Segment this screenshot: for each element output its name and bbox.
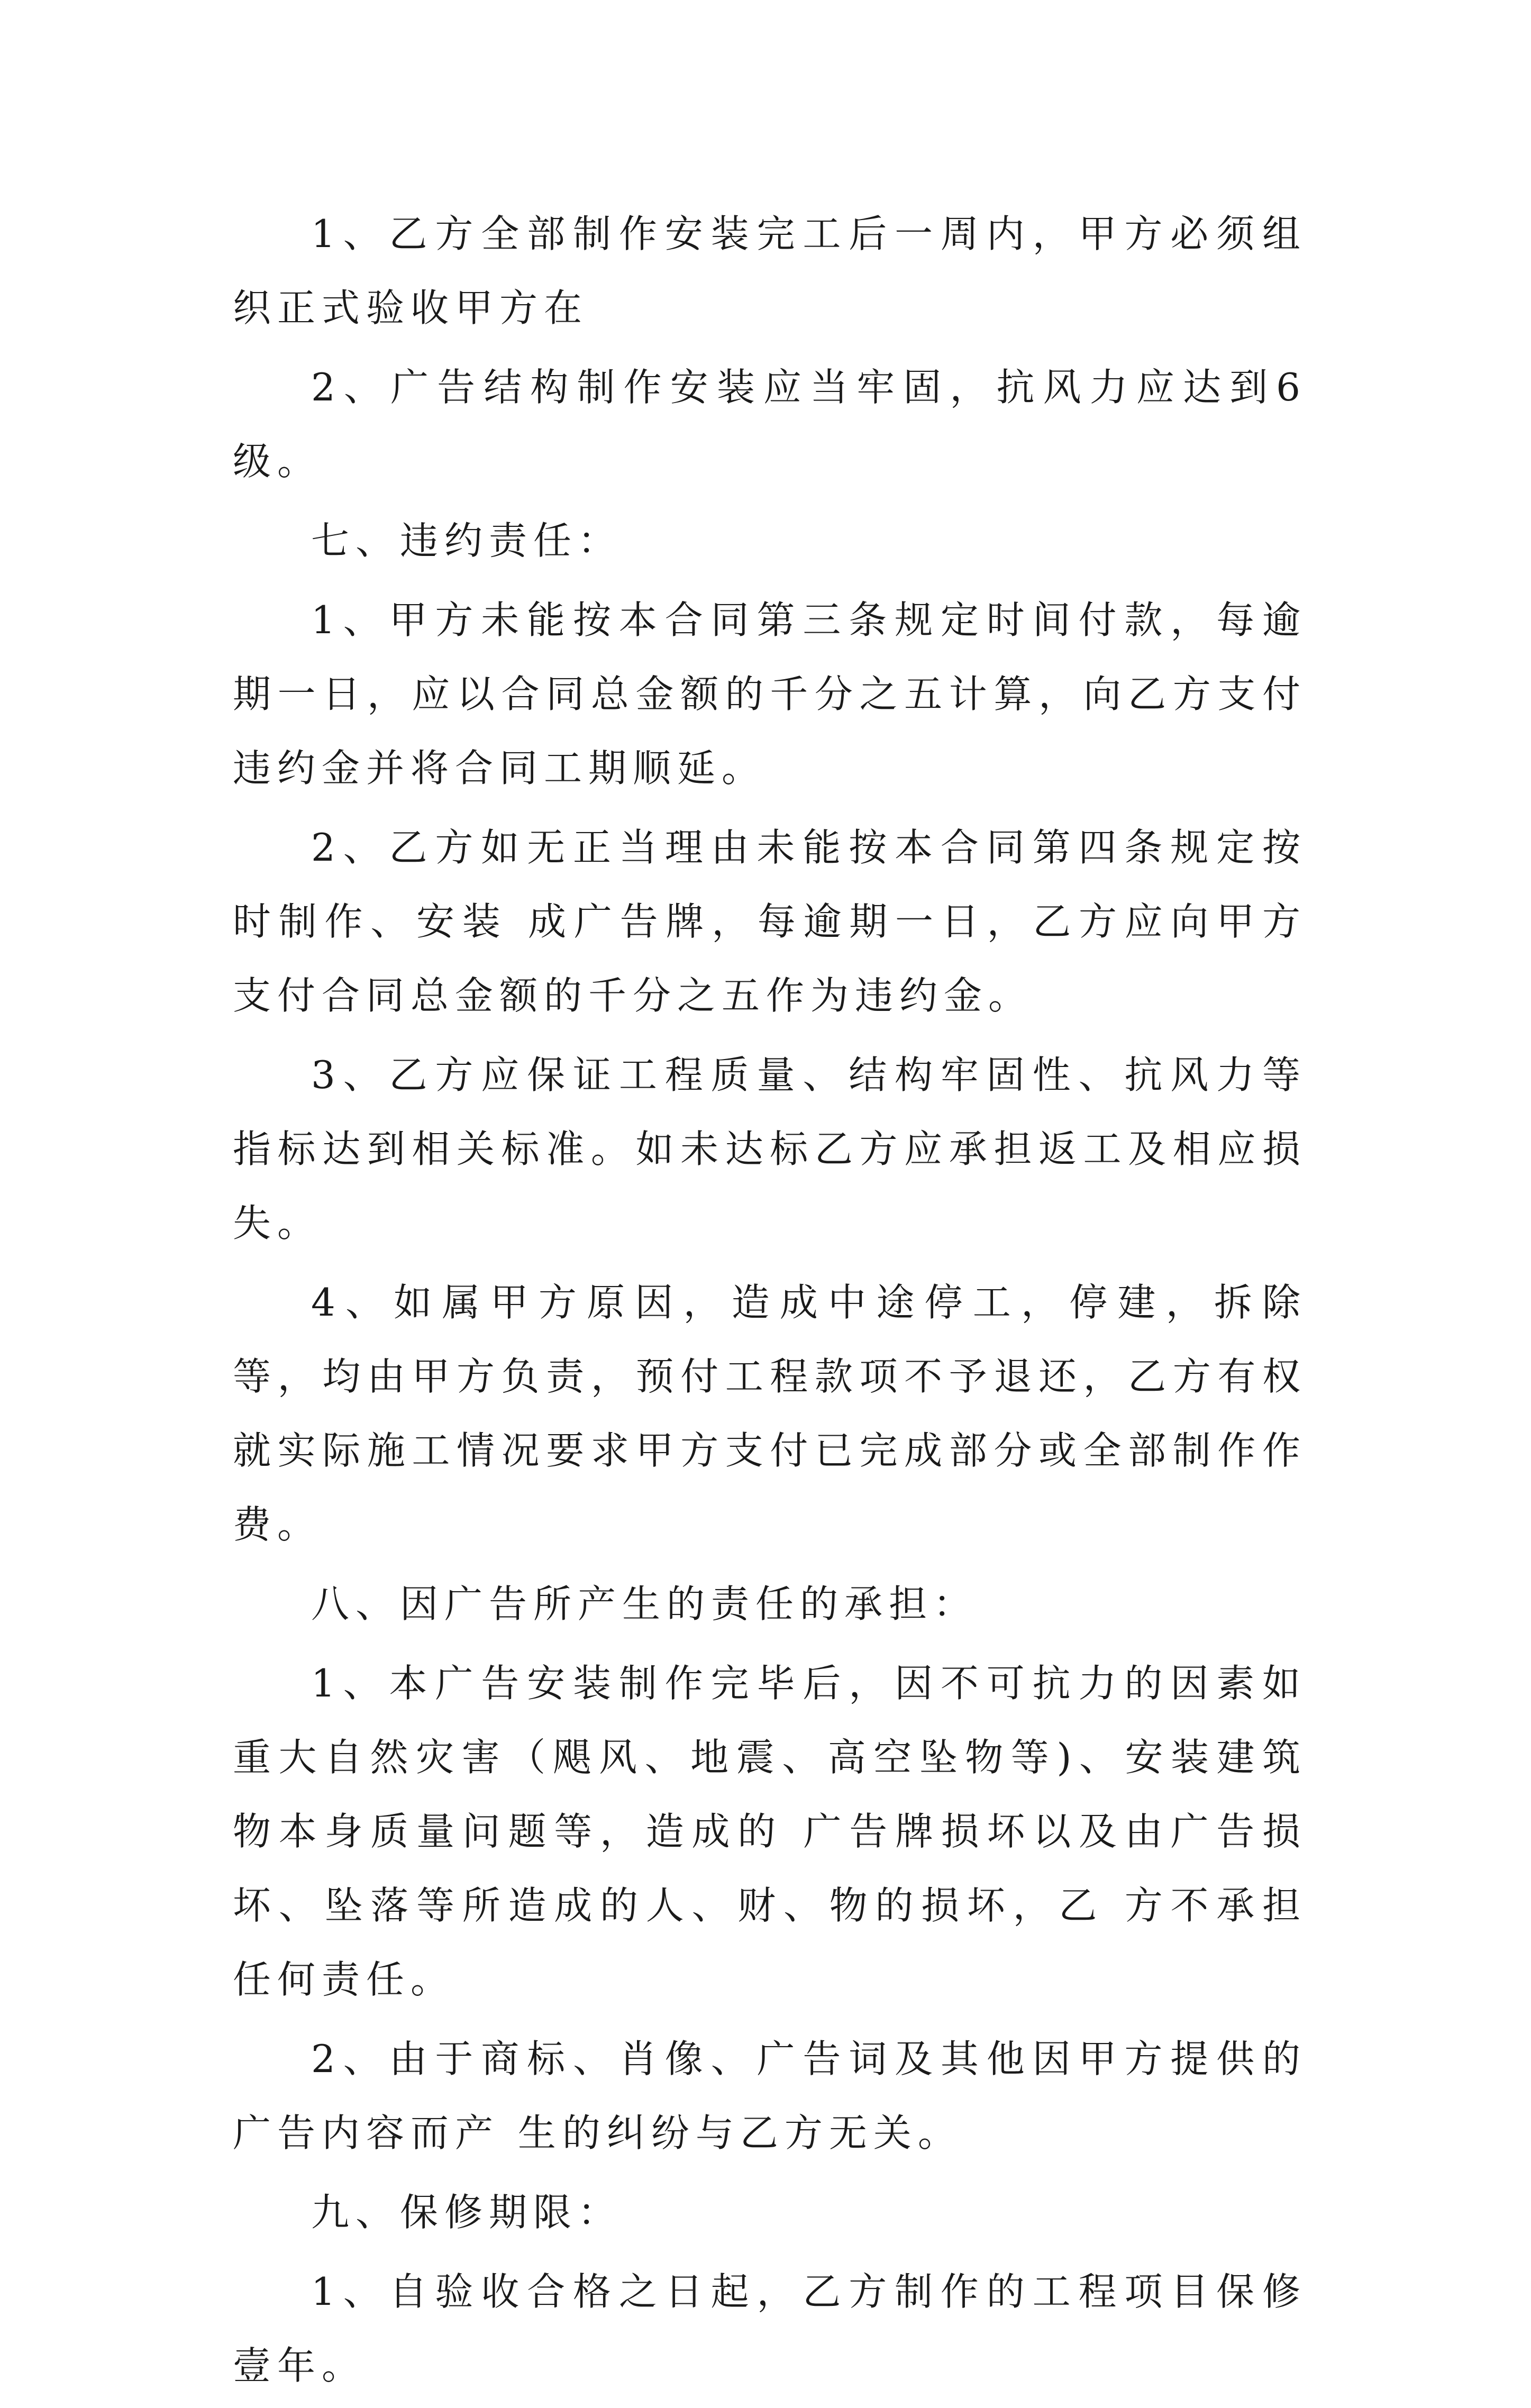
paragraph-late-payment: 1、甲方未能按本合同第三条规定时间付款，每逾期一日，应以合同总金额的千分之五计算，向乙方支付违约金并将合同工期顺延。: [233, 598, 1307, 790]
section-heading-warranty-period: 九、保修期限：: [311, 2190, 623, 2234]
paragraph-party-a-stoppage: 4、如属甲方原因，造成中途停工，停建，拆除等，均由甲方负责，预付工程款项不予退还，乙方有权就实际施工情况要求甲方支付已完成部分或全部制作作费。: [233, 1280, 1307, 1547]
section-heading-breach-liability: 七、违约责任：: [311, 518, 623, 563]
paragraph-content-disputes: 2、由于商标、肖像、广告词及其他因甲方提供的广告内容而产 生的纠纷与乙方无关。: [233, 2037, 1307, 2155]
paragraph-warranty-term: 1、自验收合格之日起，乙方制作的工程项目保修壹年。: [233, 2269, 1307, 2388]
paragraph-force-majeure: 1、本广告安装制作完毕后，因不可抗力的因素如重大自然灾害（飓风、地震、高空坠物等)、安装建筑物本身质量问题等，造成的 广告牌损坏以及由广告损坏、坠落等所造成的人、财、物的损坏，乙 方不承担任何责任。: [233, 1661, 1307, 2002]
paragraph-acceptance-inspection: 1、乙方全部制作安装完工后一周内，甲方必须组织正式验收甲方在: [233, 212, 1307, 330]
paragraph-late-installation: 2、乙方如无正当理由未能按本合同第四条规定按时制作、安装 成广告牌，每逾期一日，乙方应向甲方支付合同总金额的千分之五作为违约金。: [233, 825, 1307, 1018]
paragraph-quality-standards: 3、乙方应保证工程质量、结构牢固性、抗风力等指标达到相关标准。如未达标乙方应承担返工及相应损失。: [233, 1053, 1307, 1245]
paragraph-structure-wind-resistance: 2、广告结构制作安装应当牢固，抗风力应达到6级。: [233, 365, 1307, 484]
section-heading-ad-liability: 八、因广告所产生的责任的承担：: [311, 1582, 978, 1626]
document-body: [233, 197, 1307, 2408]
